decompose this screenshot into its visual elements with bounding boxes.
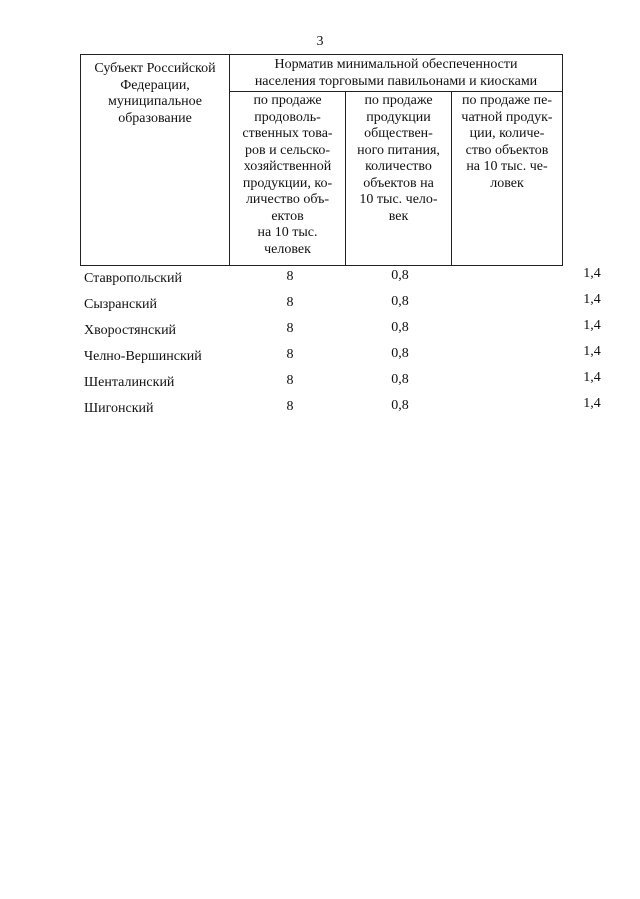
header-subject	[81, 55, 230, 265]
header-catering-line: количество	[365, 159, 432, 174]
header-food-line: продукции, ко-	[242, 175, 333, 191]
print-value: 1,4	[583, 344, 601, 359]
header-catering-line: по продаже	[364, 93, 433, 108]
header-food-line: ственных това-	[242, 126, 333, 141]
header-print-line: на 10 тыс. че-	[466, 159, 548, 174]
header-print-line: ции, количе-	[469, 126, 545, 141]
header-food-line: по продаже	[253, 93, 322, 108]
header-food-line: личество объ-	[245, 192, 330, 207]
header-print-line: по продаже пе-	[462, 93, 552, 108]
table-row	[84, 292, 601, 320]
header-food-line: хозяйственной	[243, 159, 332, 174]
header-catering-line: объектов на	[363, 175, 434, 191]
header-norm	[230, 55, 562, 92]
municipality-name: Сызранский	[84, 297, 157, 312]
header-print-line: чатной продук-	[461, 109, 553, 125]
print-value: 1,4	[583, 370, 601, 385]
catering-value: 0,8	[391, 320, 409, 335]
header-norm-line: населения торговыми павильонами и киосками	[254, 73, 538, 89]
header-catering-line: век	[388, 208, 409, 224]
food-value: 8	[286, 269, 294, 284]
header-catering-line: 10 тыс. чело-	[359, 192, 438, 207]
header-subject-line: муниципальное	[108, 94, 202, 109]
catering-value: 0,8	[391, 372, 409, 387]
municipality-name: Челно-Вершинский	[84, 349, 202, 364]
header-print-sales	[452, 92, 562, 265]
catering-value: 0,8	[391, 294, 409, 309]
catering-value: 0,8	[391, 268, 409, 283]
header-catering-line: ного питания,	[357, 142, 440, 158]
municipality-name: Шенталинский	[84, 375, 175, 390]
table-row	[84, 344, 601, 372]
print-value: 1,4	[583, 292, 601, 307]
food-value: 8	[286, 399, 294, 414]
header-food-sales	[230, 92, 346, 265]
header-catering-sales	[346, 92, 452, 265]
header-food-line: продоволь-	[254, 109, 321, 125]
catering-value: 0,8	[391, 346, 409, 361]
table-row	[84, 266, 601, 294]
municipality-name: Шигонский	[84, 401, 154, 416]
header-food-line: ров и сельско-	[244, 142, 331, 158]
header-print-line: ство объектов	[465, 142, 549, 158]
header-food-line: человек	[264, 241, 311, 257]
header-print-line: ловек	[490, 175, 524, 191]
municipality-name: Ставропольский	[84, 271, 182, 286]
catering-value: 0,8	[391, 398, 409, 413]
table-row	[84, 318, 601, 346]
page-number: 3	[316, 34, 324, 49]
print-value: 1,4	[583, 396, 601, 411]
table-header	[80, 54, 563, 266]
table-row	[84, 370, 601, 398]
print-value: 1,4	[583, 266, 601, 281]
table-row	[84, 396, 601, 424]
header-subject-line: Субъект Российской	[94, 61, 216, 76]
header-food-line: ектов	[271, 208, 304, 224]
header-subject-line: образование	[118, 110, 192, 126]
food-value: 8	[286, 321, 294, 336]
header-subject-line: Федерации,	[120, 77, 190, 93]
food-value: 8	[286, 373, 294, 388]
table-body	[84, 266, 601, 424]
print-value: 1,4	[583, 318, 601, 333]
header-food-line: на 10 тыс.	[257, 225, 318, 240]
header-catering-line: продукции	[366, 109, 431, 125]
food-value: 8	[286, 295, 294, 310]
header-norm-line: Норматив минимальной обеспеченности	[274, 57, 518, 72]
header-catering-line: обществен-	[364, 126, 433, 141]
municipality-name: Хворостянский	[84, 323, 177, 338]
food-value: 8	[286, 347, 294, 362]
